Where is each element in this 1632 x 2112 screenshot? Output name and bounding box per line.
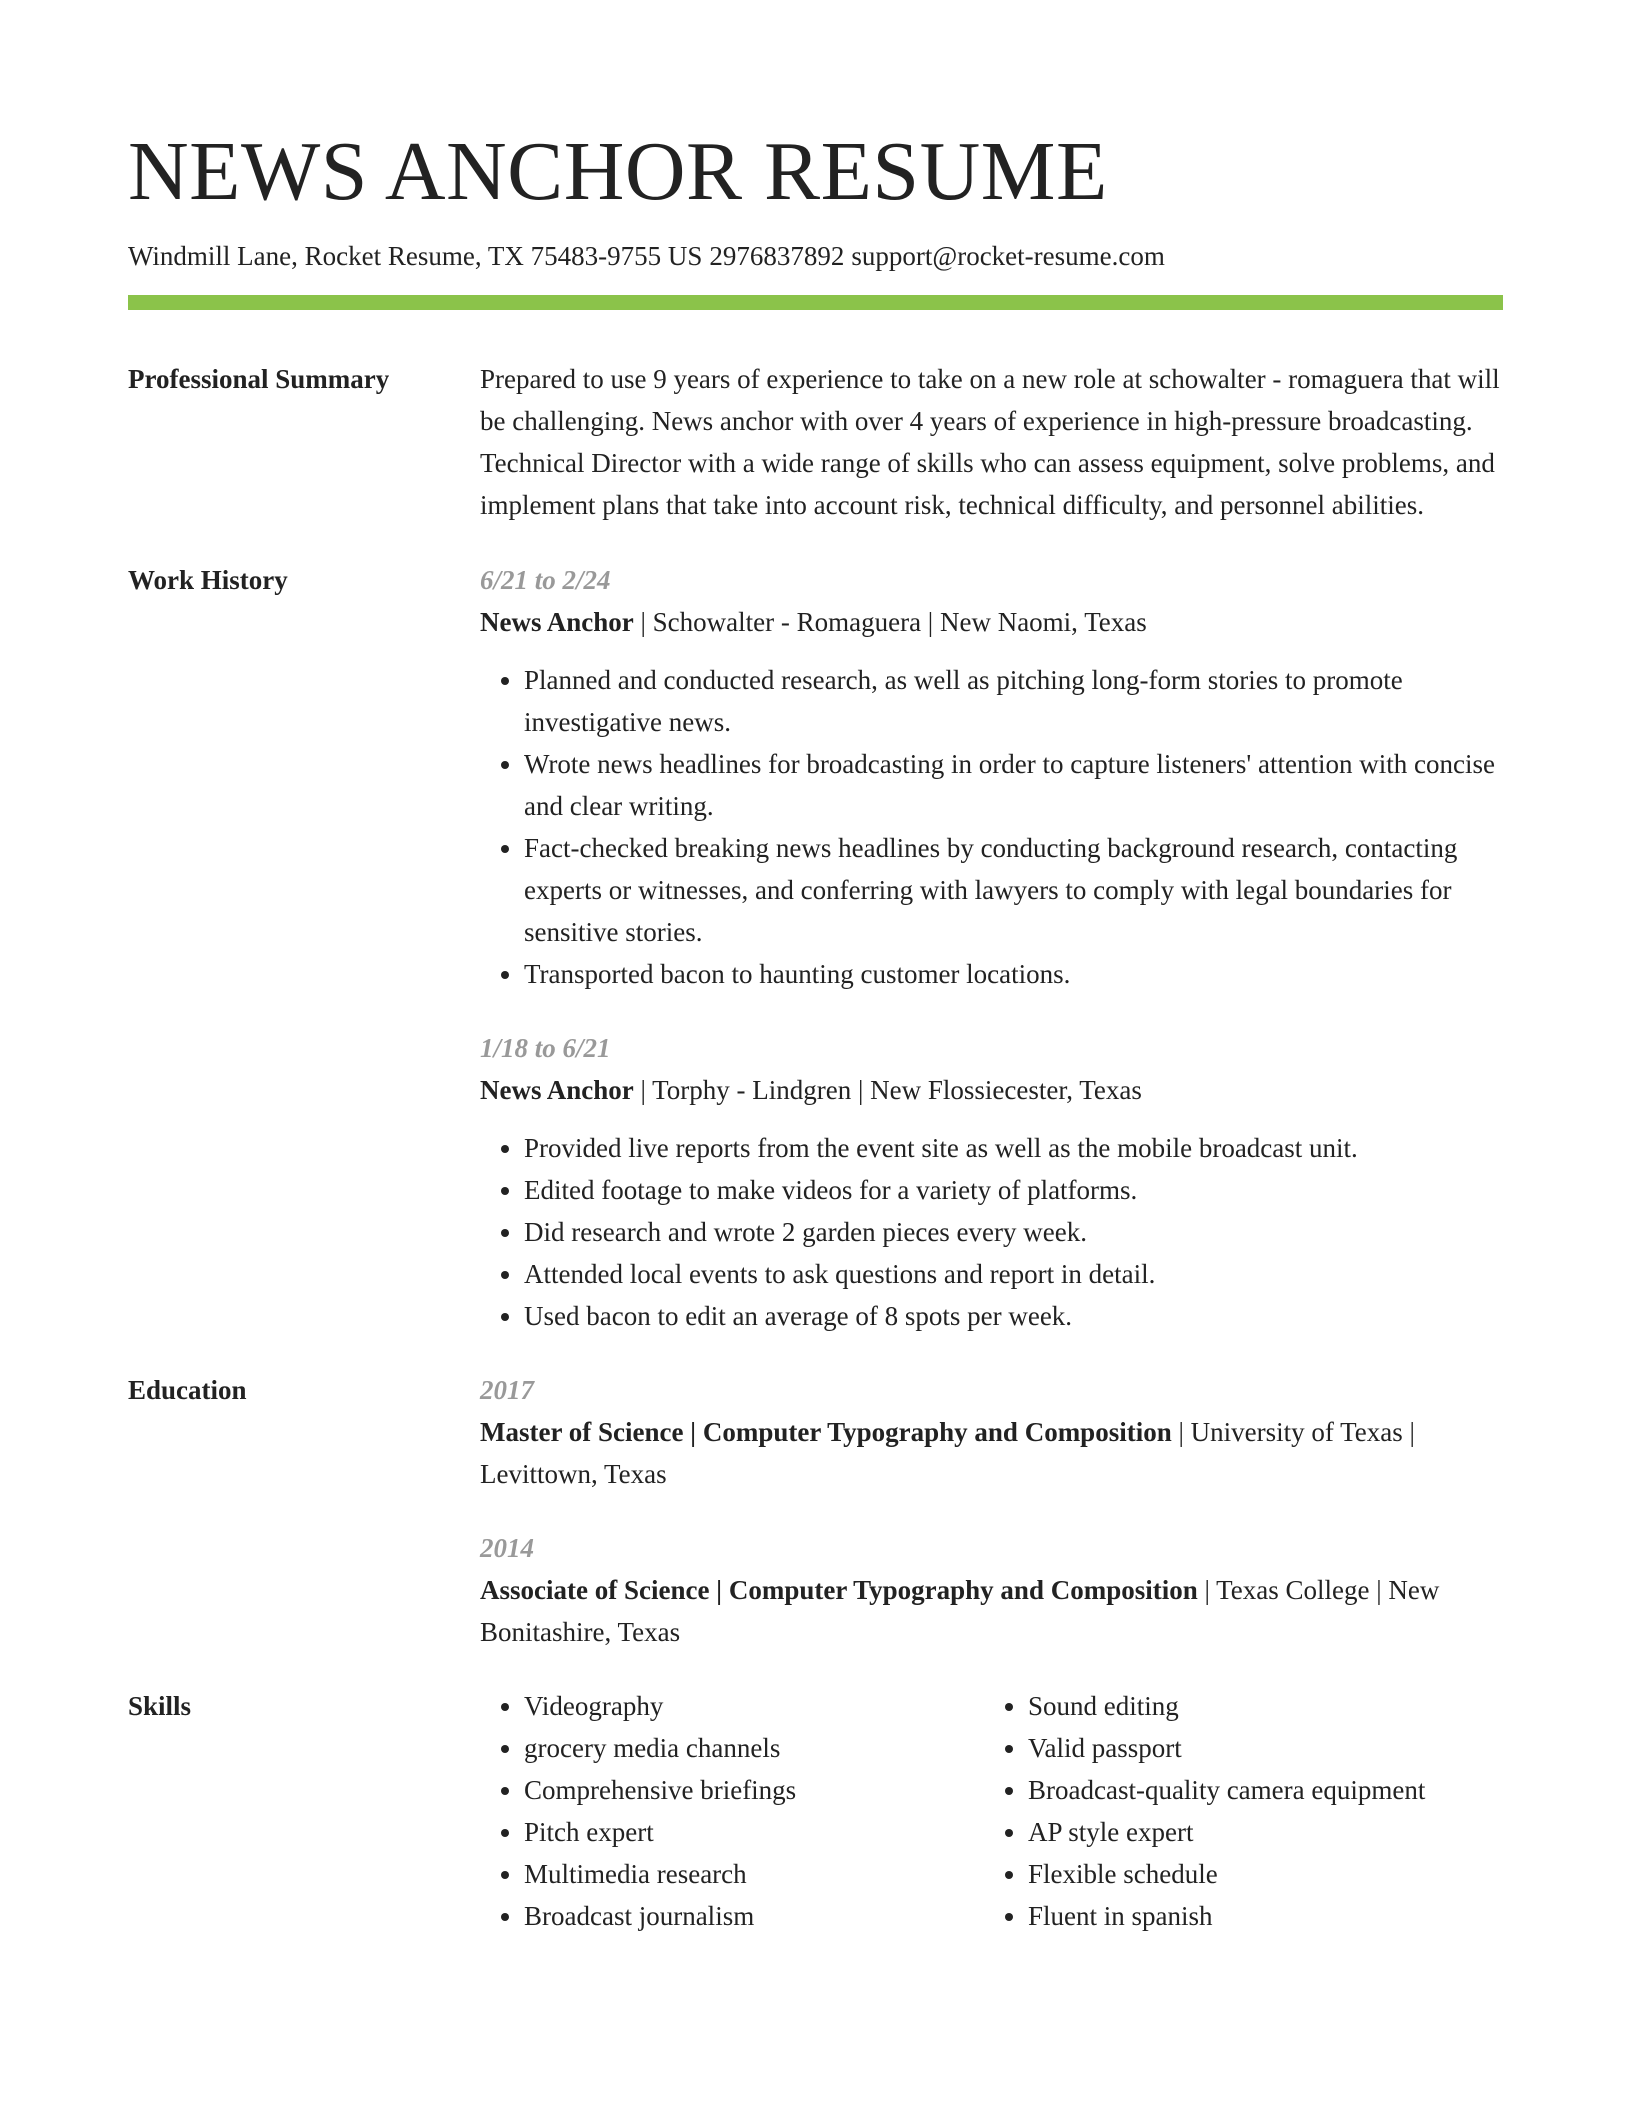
skills-column-left [480, 1685, 984, 1937]
job-title-line [480, 601, 1503, 643]
job-duty-item: • Planned and conducted research, as well as pitching long-form stories to promote investigative news. [524, 659, 1503, 743]
resume-title: NEWS ANCHOR RESUME [128, 125, 1108, 218]
education-line [480, 1411, 1503, 1495]
education-entry [480, 1527, 1503, 1653]
work-history-heading: Work History [128, 565, 288, 595]
skill-item: • Flexible schedule [1028, 1853, 1548, 1895]
skill-item: • grocery media channels [524, 1727, 984, 1769]
job-duty-item: • Did research and wrote 2 garden pieces every week. [524, 1211, 1503, 1253]
skills-body [480, 1685, 1548, 1937]
job-duties [480, 1127, 1503, 1337]
skills-section [128, 1685, 1503, 1937]
job-duty-item: • Edited footage to make videos for a variety of platforms. [524, 1169, 1503, 1211]
phone: 2976837892 [709, 241, 845, 271]
address: Windmill Lane, Rocket Resume, TX 75483-9755 US [128, 241, 703, 271]
skill-item: • Broadcast journalism [524, 1895, 984, 1937]
education-line [480, 1569, 1503, 1653]
degree: Associate of Science | Computer Typography and Composition [480, 1575, 1198, 1605]
job-dates: 1/18 to 6/21 [480, 1033, 611, 1063]
job-duty-item: • Provided live reports from the event site as well as the mobile broadcast unit. [524, 1127, 1503, 1169]
skill-item: • Multimedia research [524, 1853, 984, 1895]
job-duty-item: • Fact-checked breaking news headlines by conducting background research, contacting experts or witnesses, and conferring with lawyers to comply with legal boundaries for sensitive stories. [524, 827, 1503, 953]
summary-heading: Professional Summary [128, 364, 390, 394]
work-history-list [480, 559, 1503, 1337]
skill-item: • Broadcast-quality camera equipment [1028, 1769, 1548, 1811]
job-duty-item: • Wrote news headlines for broadcasting in order to capture listeners' attention with concise and clear writing. [524, 743, 1503, 827]
education-heading: Education [128, 1375, 247, 1405]
education-details: | University of Texas | Levittown, Texas [480, 1417, 1415, 1489]
skill-item: • Comprehensive briefings [524, 1769, 984, 1811]
job-duty-item: • Attended local events to ask questions and report in detail. [524, 1253, 1503, 1295]
contact-line [128, 236, 1503, 276]
skill-item: • Videography [524, 1685, 984, 1727]
job-entry [480, 559, 1503, 995]
education-entry [480, 1369, 1503, 1495]
job-details: | Schowalter - Romaguera | New Naomi, Texas [633, 607, 1147, 637]
job-dates: 6/21 to 2/24 [480, 565, 611, 595]
job-title-line [480, 1069, 1503, 1111]
skill-item: • Pitch expert [524, 1811, 984, 1853]
job-title: News Anchor [480, 607, 634, 637]
education-details: | Texas College | New Bonitashire, Texas [480, 1575, 1440, 1647]
skill-item: • Valid passport [1028, 1727, 1548, 1769]
summary-text: Prepared to use 9 years of experience to take on a new role at schowalter - romaguera that will be challenging. News anchor with over 4 years of experience in high-pressure broadcasting. Technical Director with a wide range of skills who can assess equipment, solve problems, and implement plans that take into account risk, technical difficulty, and personnel abilities. [480, 364, 1500, 520]
skills-column-right [984, 1685, 1548, 1937]
job-entry [480, 1027, 1503, 1337]
education-section [128, 1369, 1503, 1653]
education-list [480, 1369, 1503, 1653]
job-duty-item: • Transported bacon to haunting customer locations. [524, 953, 1503, 995]
email: support@rocket-resume.com [851, 241, 1165, 271]
education-year: 2017 [480, 1375, 534, 1405]
summary-section [128, 358, 1503, 526]
skill-item: • Fluent in spanish [1028, 1895, 1548, 1937]
skills-heading: Skills [128, 1691, 192, 1721]
skill-item: • AP style expert [1028, 1811, 1548, 1853]
accent-divider [128, 295, 1503, 310]
education-year: 2014 [480, 1533, 534, 1563]
job-title: News Anchor [480, 1075, 634, 1105]
work-history-section [128, 559, 1503, 1337]
job-duty-item: • Used bacon to edit an average of 8 spots per week. [524, 1295, 1503, 1337]
resume-page [128, 118, 1503, 1937]
skills-columns [480, 1685, 1548, 1937]
degree: Master of Science | Computer Typography and Composition [480, 1417, 1172, 1447]
skill-item: • Sound editing [1028, 1685, 1548, 1727]
job-duties [480, 659, 1503, 995]
job-details: | Torphy - Lindgren | New Flossiecester, Texas [633, 1075, 1142, 1105]
